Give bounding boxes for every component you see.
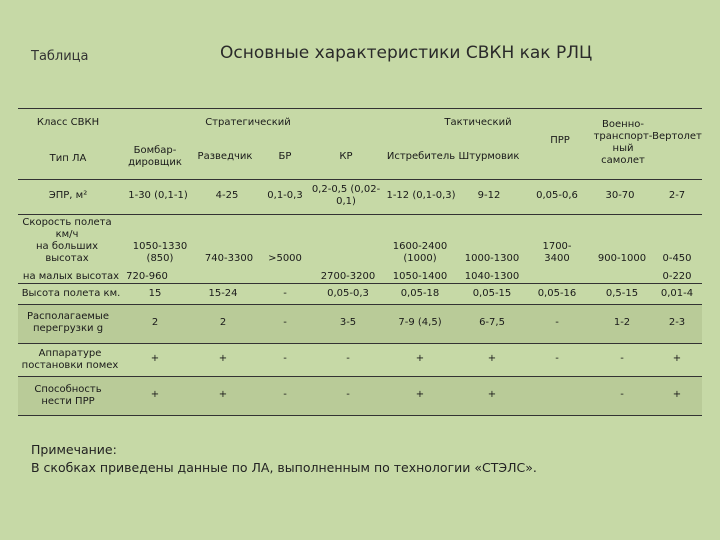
speed-high-scout: 740-3300 <box>204 253 254 264</box>
speed-low-helicopter: 0-220 <box>662 271 692 282</box>
altitude-attack: 0,05-15 <box>472 288 512 299</box>
jamming-transport: - <box>620 353 624 364</box>
scout-label: Разведчик <box>197 151 253 162</box>
epr-br: 0,1-0,3 <box>267 190 303 201</box>
prr-carry-bomber: + <box>150 389 160 400</box>
footnote-text: В скобках приведены данные по ЛА, выполненным по технологии «СТЭЛС». <box>31 460 537 475</box>
kr-label: КР <box>339 151 353 162</box>
strategic-label: Стратегический <box>205 117 291 128</box>
altitude-bomber: 15 <box>148 288 162 299</box>
page-title: Основные характеристики СВКН как РЛЦ <box>220 43 593 63</box>
speed-high-br: >5000 <box>268 253 302 264</box>
speed-low-kr: 2700-3200 <box>320 271 376 282</box>
epr-helicopter: 2-7 <box>668 190 686 201</box>
prr-label: ПРР <box>550 135 570 146</box>
footnote <box>31 441 537 477</box>
altitude-label: Высота полета км. <box>21 288 121 299</box>
overload-helicopter: 2-3 <box>668 317 686 328</box>
epr-fighter: 1-12 (0,1-0,3) <box>386 190 456 201</box>
prr-carry-br: - <box>283 389 287 400</box>
speed-low-label: на малых высотах <box>22 271 120 282</box>
tactical-label: Тактический <box>444 117 512 128</box>
prr-carry-attack: + <box>487 389 497 400</box>
epr-kr: 0,2-0,5 (0,02- 0,1) <box>311 184 381 207</box>
row-prr-carry <box>18 376 702 416</box>
row-speed <box>18 214 702 283</box>
helicopter-label: Вертолет <box>652 131 702 142</box>
overload-attack: 6-7,5 <box>479 317 505 328</box>
jamming-attack: + <box>487 353 497 364</box>
prr-carry-fighter: + <box>415 389 425 400</box>
speed-high-bomber: 1050-1330 (850) <box>132 241 188 264</box>
table-caption: Таблица <box>31 49 89 64</box>
jamming-fighter: + <box>415 353 425 364</box>
speed-label: Скорость полета км/ч на больших высотах <box>22 217 112 264</box>
overload-kr: 3-5 <box>339 317 357 328</box>
overload-label: Располагаемые перегрузки g <box>27 311 109 334</box>
class-label: Класс СВКН <box>36 117 100 128</box>
overload-scout: 2 <box>219 317 227 328</box>
row-overload <box>18 304 702 343</box>
overload-transport: 1-2 <box>613 317 631 328</box>
br-label: БР <box>278 151 292 162</box>
altitude-fighter: 0,05-18 <box>400 288 440 299</box>
speed-high-attack: 1000-1300 <box>464 253 520 264</box>
epr-transport: 30-70 <box>605 190 635 201</box>
jamming-label: Аппаратуре постановки помех <box>21 348 119 371</box>
altitude-br: - <box>283 288 287 299</box>
footnote-title: Примечание: <box>31 442 117 457</box>
speed-high-prr: 1700- 3400 <box>542 241 572 264</box>
characteristics-table <box>18 108 702 416</box>
speed-high-helicopter: 0-450 <box>662 253 692 264</box>
jamming-prr: - <box>555 353 559 364</box>
prr-carry-label: Способность нести ПРР <box>34 384 102 407</box>
overload-bomber: 2 <box>151 317 159 328</box>
prr-carry-transport: - <box>620 389 624 400</box>
header-row-type <box>18 139 702 179</box>
speed-high-transport: 900-1000 <box>597 253 647 264</box>
type-label: Тип ЛА <box>49 153 87 164</box>
speed-low-attack: 1040-1300 <box>464 271 520 282</box>
epr-bomber: 1-30 (0,1-1) <box>128 190 188 201</box>
jamming-br: - <box>283 353 287 364</box>
speed-high-fighter: 1600-2400 (1000) <box>392 241 448 264</box>
jamming-helicopter: + <box>672 353 682 364</box>
speed-low-bomber: 720-960 <box>126 271 168 282</box>
transport-label: Военно- транспорт- ный самолет <box>593 119 653 166</box>
jamming-bomber: + <box>150 353 160 364</box>
prr-carry-kr: - <box>346 389 350 400</box>
epr-attack: 9-12 <box>477 190 501 201</box>
epr-prr: 0,05-0,6 <box>536 190 578 201</box>
altitude-prr: 0,05-16 <box>537 288 577 299</box>
altitude-transport: 0,5-15 <box>605 288 639 299</box>
overload-fighter: 7-9 (4,5) <box>398 317 442 328</box>
overload-prr: - <box>555 317 559 328</box>
altitude-kr: 0,05-0,3 <box>327 288 369 299</box>
prr-carry-helicopter: + <box>672 389 682 400</box>
attack-label: Штурмовик <box>458 151 520 162</box>
epr-scout: 4-25 <box>215 190 239 201</box>
jamming-scout: + <box>218 353 228 364</box>
speed-low-fighter: 1050-1400 <box>392 271 448 282</box>
row-epr <box>18 179 702 214</box>
bomber-label: Бомбар- дировщик <box>128 145 182 168</box>
overload-br: - <box>283 317 287 328</box>
row-altitude <box>18 283 702 304</box>
prr-carry-scout: + <box>218 389 228 400</box>
row-jamming <box>18 343 702 376</box>
altitude-scout: 15-24 <box>208 288 238 299</box>
jamming-kr: - <box>346 353 350 364</box>
epr-label: ЭПР, м² <box>48 190 88 201</box>
fighter-label: Истребитель <box>386 151 456 162</box>
altitude-helicopter: 0,01-4 <box>660 288 694 299</box>
